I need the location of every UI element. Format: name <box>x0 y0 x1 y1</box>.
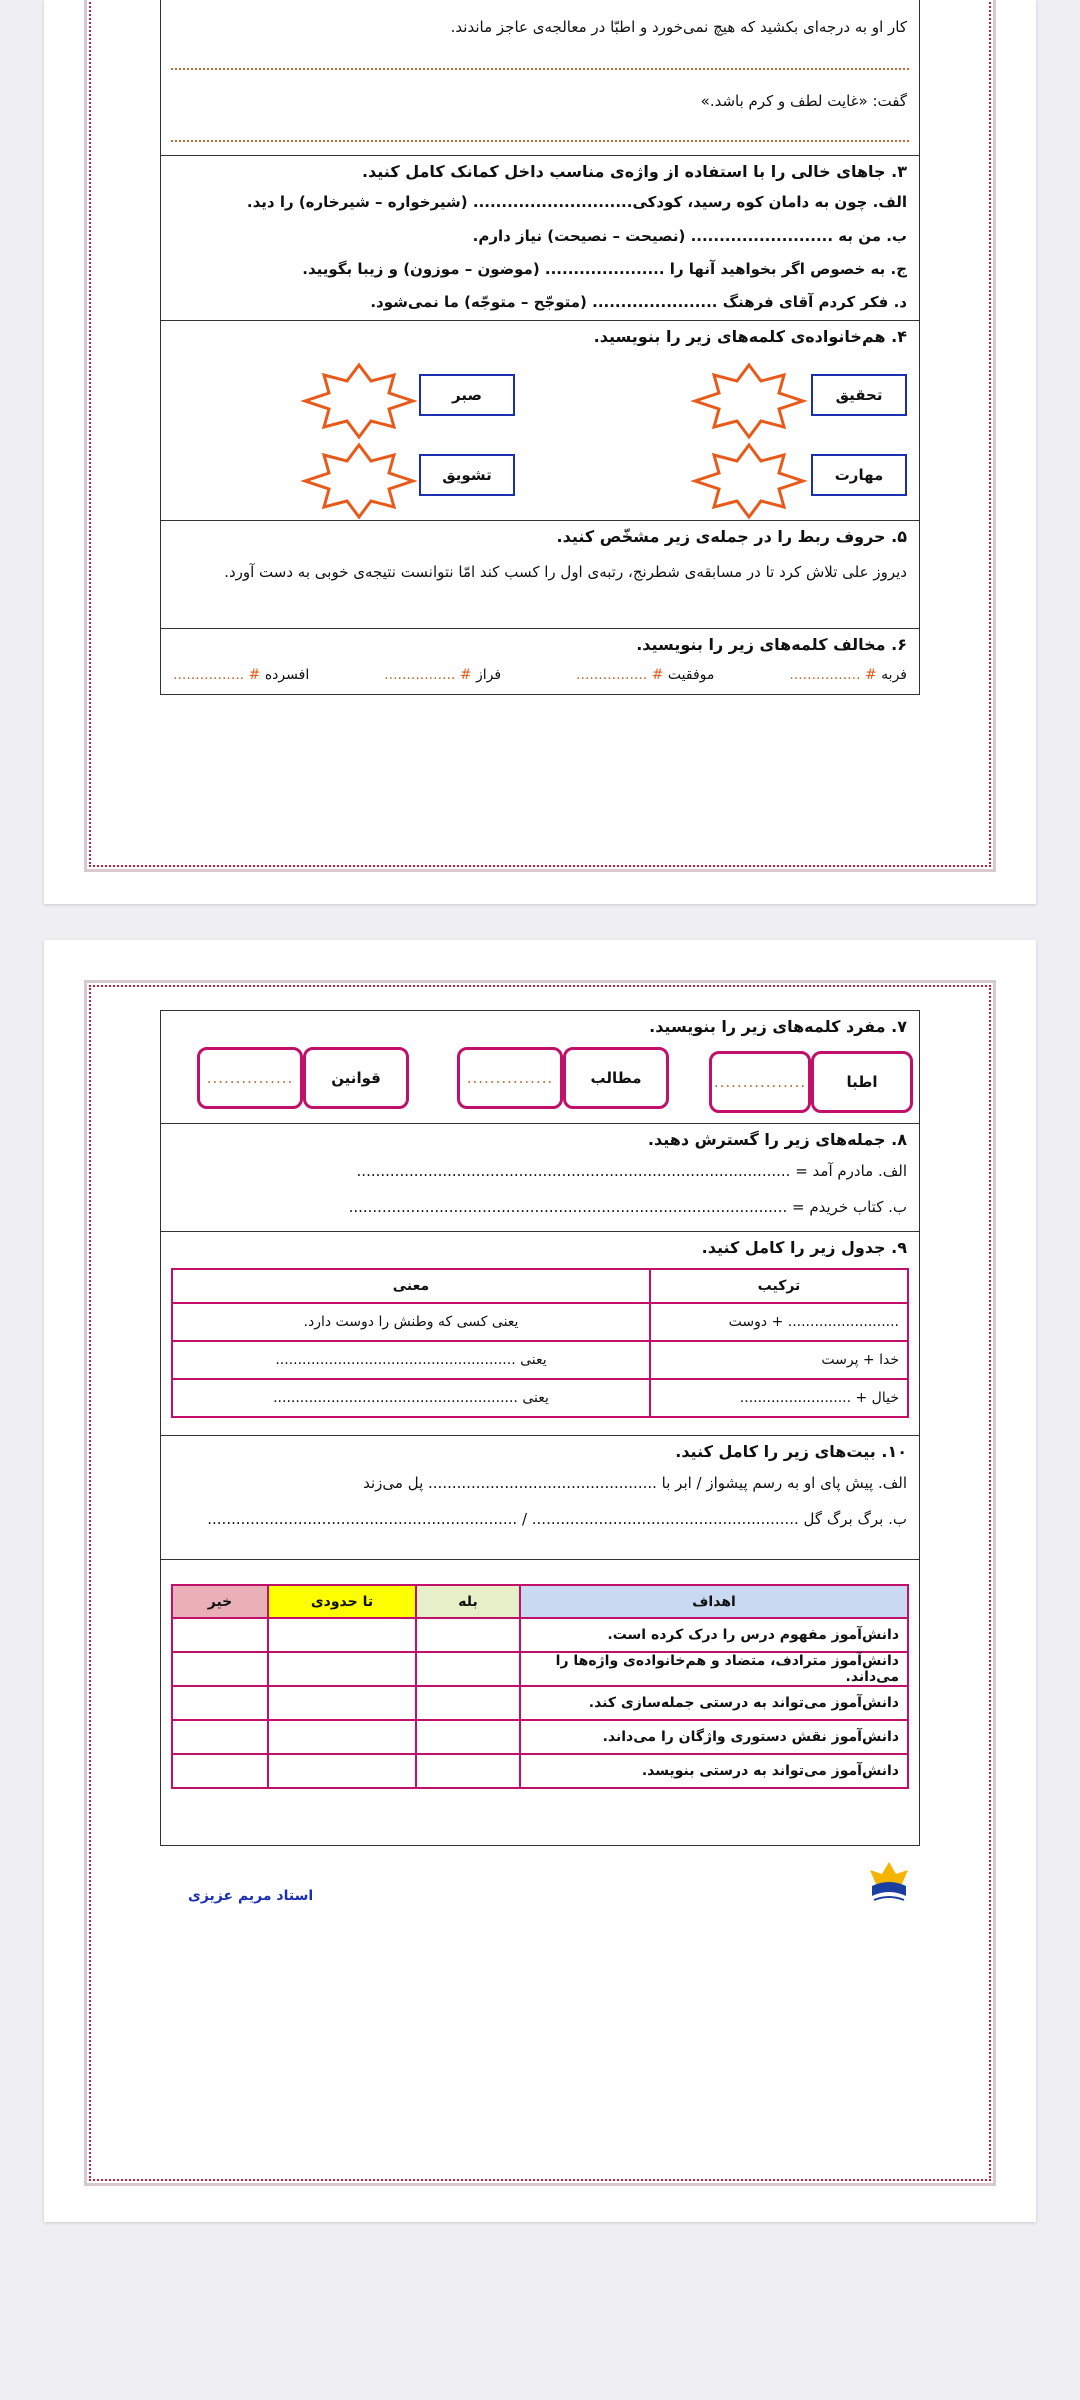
goals-header: تا حدودی <box>268 1585 416 1618</box>
compound-table <box>171 1268 909 1418</box>
table-cell[interactable]: یعنی ...................................................... <box>172 1341 650 1379</box>
goal-row-label: دانش‌آموز نقش دستوری واژگان را می‌داند. <box>520 1720 908 1754</box>
star-answer-icon[interactable] <box>299 361 419 441</box>
q5-sentence: دیروز علی تلاش کرد تا در مسابقه‌ی شطرنج، رتبه‌ی اول را کسب کند امّا نتوانست نتیجه‌ی خوبی به دست آورد. <box>224 563 907 581</box>
word-box-maharat: مهارت <box>811 454 907 496</box>
goals-table <box>171 1584 909 1789</box>
word-box-sabr: صبر <box>419 374 515 416</box>
goal-row-label: دانش‌آموز مترادف، متضاد و هم‌خانواده‌ی واژه‌ها را می‌داند. <box>520 1652 908 1686</box>
goal-row-label: دانش‌آموز مفهوم درس را درک کرده است. <box>520 1618 908 1652</box>
q8-a: الف. مادرم آمد = ........................................................................................... <box>356 1162 907 1180</box>
section-q5 <box>161 520 919 628</box>
q10-b: ب. برگ برگ گل ........................................................ / ................................................................. <box>207 1510 907 1528</box>
tag-atebba: اطبا <box>811 1051 913 1113</box>
star-answer-icon[interactable] <box>299 441 419 521</box>
goal-check[interactable] <box>416 1754 520 1788</box>
q6-title: ۶. مخالف کلمه‌های زیر را بنویسید. <box>636 635 907 654</box>
school-logo-icon <box>864 1858 914 1908</box>
star-answer-icon[interactable] <box>689 441 809 521</box>
table-cell[interactable]: یعنی ....................................................... <box>172 1379 650 1417</box>
section-top-text <box>161 0 919 155</box>
q6-items <box>173 667 907 683</box>
table-cell: خدا + پرست <box>650 1341 908 1379</box>
q3-c: ج. به خصوص اگر بخواهید آنها را ..................... (موضون – موزون) و زیبا بگویید. <box>302 260 907 278</box>
section-q4 <box>161 320 919 520</box>
table-header: معنی <box>172 1269 650 1303</box>
q3-title: ۳. جاهای خالی را با استفاده از واژه‌ی مناسب داخل کمانک کامل کنید. <box>361 162 907 181</box>
goal-check[interactable] <box>268 1686 416 1720</box>
section-q8 <box>161 1123 919 1231</box>
section-q3 <box>161 155 919 320</box>
goals-header: بله <box>416 1585 520 1618</box>
goal-check[interactable] <box>172 1754 268 1788</box>
section-goals <box>161 1559 919 1779</box>
goal-check[interactable] <box>416 1652 520 1686</box>
goal-row-label: دانش‌آموز می‌تواند به درستی جمله‌سازی کند. <box>520 1686 908 1720</box>
section-q10 <box>161 1435 919 1559</box>
goal-check[interactable] <box>268 1720 416 1754</box>
q10-a: الف. پیش پای او به رسم پیشواز / ابر با ................................................ پل می‌زند <box>363 1474 907 1492</box>
table-cell: یعنی کسی که وطنش را دوست دارد. <box>172 1303 650 1341</box>
goal-check[interactable] <box>172 1686 268 1720</box>
worksheet-page-1 <box>44 0 1036 904</box>
q9-title: ۹. جدول زیر را کامل کنید. <box>701 1238 907 1257</box>
worksheet-page-2 <box>44 940 1036 2222</box>
table-cell[interactable]: خیال + ......................... <box>650 1379 908 1417</box>
goal-check[interactable] <box>172 1618 268 1652</box>
teacher-name: استاد مریم عزیزی <box>188 1888 314 1904</box>
answer-line <box>171 140 909 142</box>
goals-header: خیر <box>172 1585 268 1618</box>
goal-check[interactable] <box>172 1720 268 1754</box>
word-box-tashvigh: تشویق <box>419 454 515 496</box>
questions-box-1 <box>160 0 920 695</box>
goal-row-label: دانش‌آموز می‌تواند به درستی بنویسد. <box>520 1754 908 1788</box>
section-q7 <box>161 1011 919 1123</box>
q3-d: د. فکر کردم آقای فرهنگ ...................... (متوجّح – متوجّه) ما نمی‌شود. <box>370 293 907 311</box>
tag-blank[interactable]: ................ <box>709 1051 811 1113</box>
table-header: ترکیب <box>650 1269 908 1303</box>
antonym-item: موفقیت # ................ <box>576 667 715 683</box>
q7-title: ۷. مفرد کلمه‌های زیر را بنویسید. <box>649 1017 907 1036</box>
goal-check[interactable] <box>172 1652 268 1686</box>
antonym-item: افسرده # ................ <box>173 667 310 683</box>
antonym-item: فربه # ................ <box>789 667 907 683</box>
q3-a: الف. چون به دامان کوه رسید، کودکی............................ (شیرخواره – شیرخاره) را دید. <box>246 193 907 211</box>
q10-title: ۱۰. بیت‌های زیر را کامل کنید. <box>675 1442 907 1461</box>
goal-check[interactable] <box>416 1686 520 1720</box>
q5-title: ۵. حروف ربط را در جمله‌ی زیر مشخّص کنید. <box>556 527 907 546</box>
goal-check[interactable] <box>268 1618 416 1652</box>
q8-title: ۸. جمله‌های زیر را گسترش دهید. <box>647 1130 907 1149</box>
section-q6 <box>161 628 919 694</box>
goal-check[interactable] <box>268 1754 416 1788</box>
antonym-item: فراز # ................ <box>384 667 502 683</box>
q8-b: ب. کتاب خریدم = ............................................................................................ <box>348 1198 907 1216</box>
table-cell[interactable]: ......................... + دوست <box>650 1303 908 1341</box>
goal-check[interactable] <box>416 1618 520 1652</box>
tag-ghavanin: قوانین <box>303 1047 409 1109</box>
story-line-2: گفت: «غایت لطف و کرم باشد.» <box>700 92 907 110</box>
tag-matalеb: مطالب <box>563 1047 669 1109</box>
story-line-1: کار او به درجه‌ای بکشید که هیچ نمی‌خورد و اطبّا در معالجه‌ی عاجز ماندند. <box>450 18 907 36</box>
goal-check[interactable] <box>268 1652 416 1686</box>
goals-header: اهداف <box>520 1585 908 1618</box>
answer-line <box>171 68 909 70</box>
goal-check[interactable] <box>416 1720 520 1754</box>
section-q9 <box>161 1231 919 1435</box>
tag-blank[interactable]: ............... <box>197 1047 303 1109</box>
questions-box-2 <box>160 1010 920 1846</box>
q3-b: ب. من به ......................... (نصیحت – نصیحت) نیاز دارم. <box>472 227 907 245</box>
q4-title: ۴. هم‌خانواده‌ی کلمه‌های زیر را بنویسید. <box>593 327 907 346</box>
tag-blank[interactable]: ............... <box>457 1047 563 1109</box>
word-box-tahghigh: تحقیق <box>811 374 907 416</box>
star-answer-icon[interactable] <box>689 361 809 441</box>
